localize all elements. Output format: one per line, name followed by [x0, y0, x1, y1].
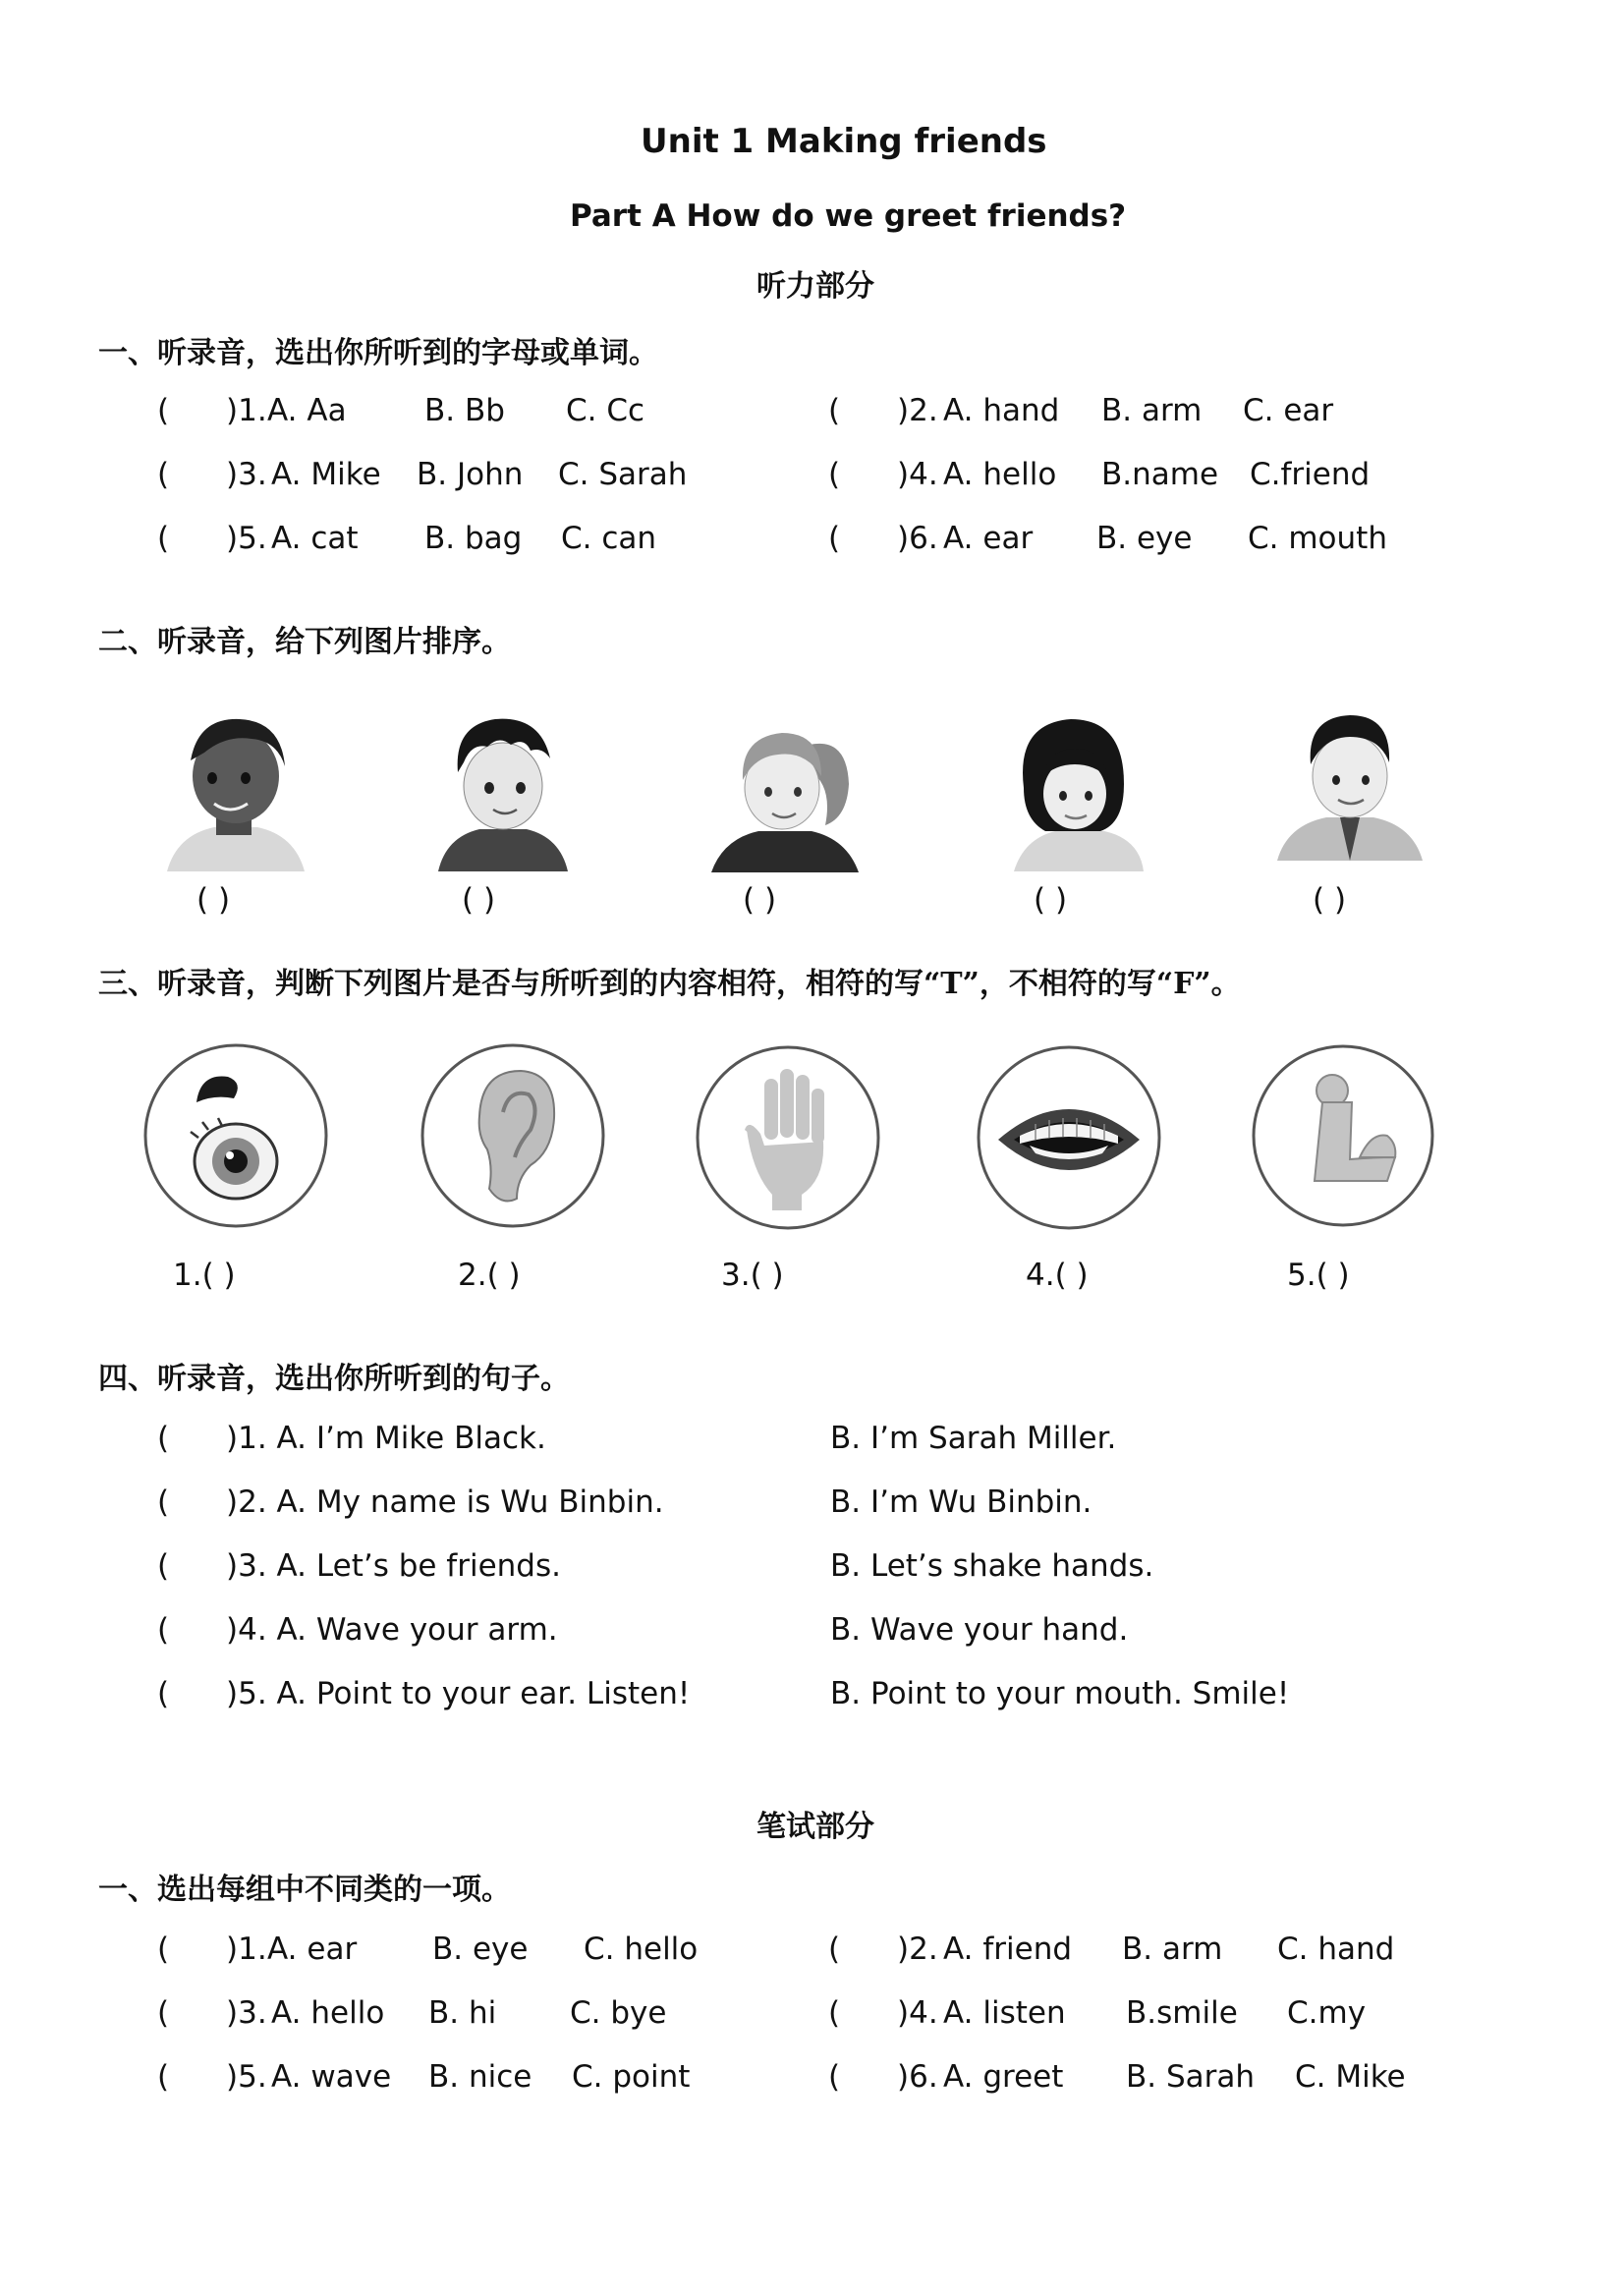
- option-c: C.my: [1287, 1995, 1367, 2031]
- option-b: B. Sarah: [1126, 2059, 1256, 2095]
- page-subtitle: Part A How do we greet friends?: [570, 198, 1127, 234]
- option-c: C.friend: [1250, 457, 1371, 492]
- question-number: )5.: [226, 521, 267, 556]
- option-c: C. can: [561, 521, 657, 556]
- sentence-option-a: )3. A. Let’s be friends.: [226, 1548, 561, 1584]
- sentence-option-b: B. Let’s shake hands.: [830, 1548, 1154, 1584]
- option-a: A. friend: [943, 1932, 1073, 1967]
- option-a: A. Aa: [267, 393, 347, 428]
- picture-answer-blank: 1.( ): [173, 1258, 236, 1293]
- option-c: C. hand: [1277, 1932, 1395, 1967]
- option-b: B. eye: [432, 1932, 529, 1967]
- question-number: )3.: [226, 1995, 267, 2031]
- sentence-option-a: )2. A. My name is Wu Binbin.: [226, 1484, 664, 1520]
- girl-bob-hair-portrait: [1006, 709, 1144, 871]
- sentence-option-a: )4. A. Wave your arm.: [226, 1612, 558, 1648]
- question-number: )2.: [897, 1932, 938, 1967]
- question-number: )5.: [226, 2059, 267, 2095]
- option-b: B. arm: [1122, 1932, 1223, 1967]
- answer-paren: (: [157, 1932, 170, 1967]
- option-b: B. nice: [428, 2059, 532, 2095]
- listening-s2-title: 二、听录音，给下列图片排序。: [98, 625, 511, 659]
- sentence-option-a: )5. A. Point to your ear. Listen!: [226, 1676, 691, 1711]
- question-number: )2.: [897, 393, 938, 428]
- ear-icon: [419, 1041, 607, 1230]
- picture-answer-blank: 2.( ): [458, 1258, 521, 1293]
- mouth-icon: [975, 1043, 1163, 1232]
- listening-s4-title: 四、听录音，选出你所听到的句子。: [98, 1362, 570, 1396]
- option-b: B. eye: [1096, 521, 1193, 556]
- question-number: )6.: [897, 2059, 938, 2095]
- option-a: A. ear: [267, 1932, 358, 1967]
- writing-heading: 笔试部分: [756, 1810, 874, 1844]
- answer-paren: (: [157, 2059, 170, 2095]
- portrait-order-blank: ( ): [1034, 882, 1068, 918]
- answer-paren: (: [157, 1484, 170, 1520]
- question-number: )1.: [226, 1932, 267, 1967]
- sentence-option-b: B. I’m Sarah Miller.: [830, 1421, 1117, 1456]
- option-a: A. Mike: [271, 457, 381, 492]
- option-c: C. point: [572, 2059, 691, 2095]
- page-title: Unit 1 Making friends: [641, 122, 1047, 161]
- option-c: C. Mike: [1295, 2059, 1406, 2095]
- sentence-option-a: )1. A. I’m Mike Black.: [226, 1421, 546, 1456]
- option-a: A. hand: [943, 393, 1060, 428]
- option-b: B. hi: [428, 1995, 497, 2031]
- picture-answer-blank: 3.( ): [721, 1258, 784, 1293]
- answer-paren: (: [157, 1995, 170, 2031]
- answer-paren: (: [157, 1421, 170, 1456]
- option-c: C. Cc: [566, 393, 645, 428]
- answer-paren: (: [828, 2059, 841, 2095]
- option-c: C. ear: [1243, 393, 1334, 428]
- boy-messy-hair-portrait: [434, 707, 572, 871]
- portrait-order-blank: ( ): [196, 882, 231, 918]
- listening-s1-title: 一、听录音，选出你所听到的字母或单词。: [98, 336, 658, 370]
- option-c: C. mouth: [1248, 521, 1387, 556]
- option-b: B.smile: [1126, 1995, 1238, 2031]
- eye-icon: [141, 1041, 330, 1230]
- option-a: A. greet: [943, 2059, 1064, 2095]
- option-a: A. ear: [943, 521, 1034, 556]
- sentence-option-b: B. Point to your mouth. Smile!: [830, 1676, 1290, 1711]
- boy-short-hair-portrait: [1277, 703, 1423, 861]
- writing-s1-title: 一、选出每组中不同类的一项。: [98, 1873, 511, 1907]
- option-c: C. hello: [584, 1932, 699, 1967]
- answer-paren: (: [157, 521, 170, 556]
- option-b: B. arm: [1101, 393, 1203, 428]
- answer-paren: (: [828, 1995, 841, 2031]
- answer-paren: (: [828, 1932, 841, 1967]
- question-number: )4.: [897, 1995, 938, 2031]
- sentence-option-b: B. I’m Wu Binbin.: [830, 1484, 1092, 1520]
- portrait-order-blank: ( ): [1313, 882, 1347, 918]
- picture-answer-blank: 5.( ): [1287, 1258, 1350, 1293]
- answer-paren: (: [157, 1676, 170, 1711]
- option-b: B. bag: [424, 521, 523, 556]
- hand-icon: [694, 1043, 882, 1232]
- picture-answer-blank: 4.( ): [1026, 1258, 1089, 1293]
- arm-icon: [1250, 1041, 1436, 1230]
- answer-paren: (: [157, 457, 170, 492]
- portrait-order-blank: ( ): [743, 882, 777, 918]
- answer-paren: (: [828, 393, 841, 428]
- listening-heading: 听力部分: [756, 269, 874, 304]
- question-number: )3.: [226, 457, 267, 492]
- option-b: B.name: [1101, 457, 1219, 492]
- listening-s3-title: 三、听录音，判断下列图片是否与所听到的内容相符，相符的写“T”，不相符的写“F”。: [98, 967, 1241, 1001]
- answer-paren: (: [828, 521, 841, 556]
- question-number: )6.: [897, 521, 938, 556]
- answer-paren: (: [157, 1548, 170, 1584]
- answer-paren: (: [157, 393, 170, 428]
- option-b: B. John: [417, 457, 524, 492]
- option-b: B. Bb: [424, 393, 505, 428]
- sentence-option-b: B. Wave your hand.: [830, 1612, 1129, 1648]
- question-number: )1.: [226, 393, 267, 428]
- answer-paren: (: [157, 1612, 170, 1648]
- option-a: A. listen: [943, 1995, 1066, 2031]
- answer-paren: (: [828, 457, 841, 492]
- question-number: )4.: [897, 457, 938, 492]
- option-c: C. Sarah: [558, 457, 688, 492]
- option-a: A. hello: [271, 1995, 385, 2031]
- option-c: C. bye: [570, 1995, 667, 2031]
- option-a: A. cat: [271, 521, 359, 556]
- girl-ponytail-portrait: [711, 715, 859, 872]
- option-a: A. wave: [271, 2059, 392, 2095]
- portrait-order-blank: ( ): [462, 882, 496, 918]
- option-a: A. hello: [943, 457, 1057, 492]
- boy-curly-hair-portrait: [167, 709, 305, 871]
